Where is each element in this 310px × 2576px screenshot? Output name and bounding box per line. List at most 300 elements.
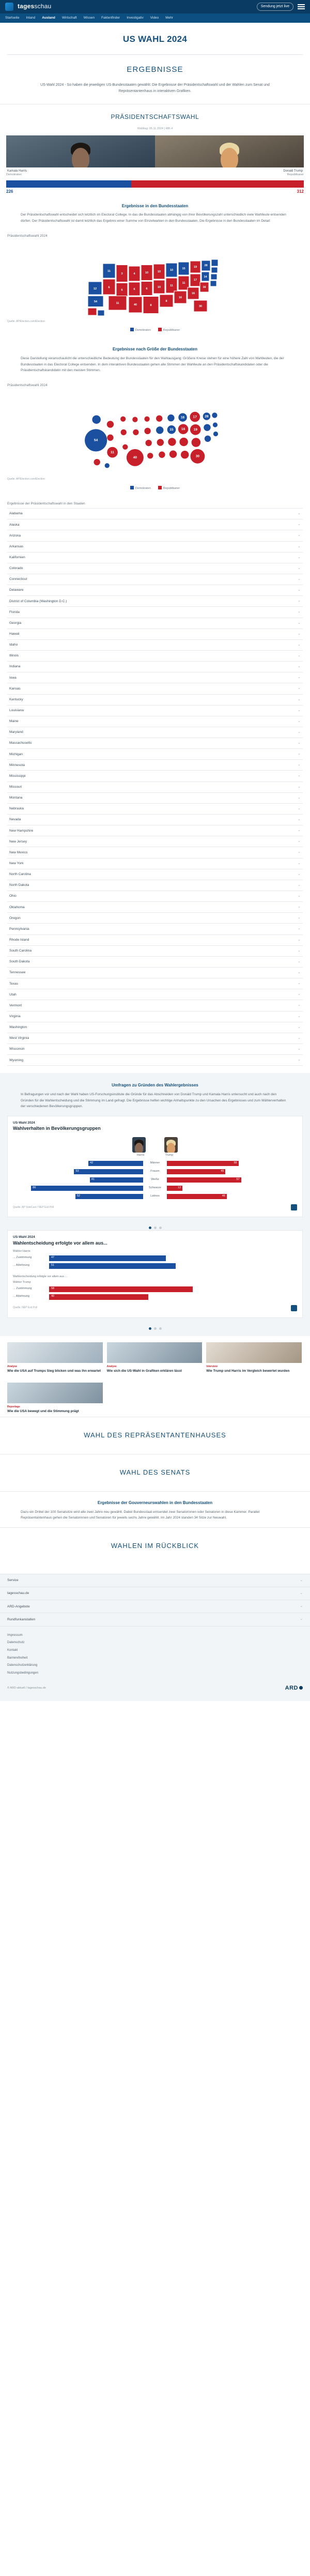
state-name: Washington <box>9 1025 27 1030</box>
candidate-photo <box>155 135 304 167</box>
state-name: Maryland <box>9 730 23 734</box>
svg-text:16: 16 <box>178 296 182 300</box>
state-name: Florida <box>9 610 20 614</box>
chevron-down-icon[interactable]: ⌄ <box>298 938 301 942</box>
surveys-text: In Befragungen vor und nach der Wahl haben US-Forschungsinstitute die Gründe für das Abschneiden von Donald Trump und Kamala Harris untersucht und auch nach den Gründen für die Wahlentscheidung und die Stimmung im Land gefragt. Die Ergebnisse helfen wichtige Anhaltspunkte zu den Ursachen des Ergebnisses und zum Wählerverhalten der verschiedenen Bevölkerungsgruppen. <box>21 1092 286 1109</box>
state-accordion-row[interactable] <box>7 902 303 913</box>
state-accordion-row[interactable] <box>7 727 303 738</box>
footer-link[interactable]: Impressum <box>7 1633 23 1637</box>
electoral-counts <box>6 189 304 195</box>
candidate-row <box>0 135 310 178</box>
teaser-title: Wie die USA auf Trumps Sieg blicken und was ihn erwartet <box>7 1369 101 1373</box>
chevron-down-icon[interactable]: ⌄ <box>298 839 301 844</box>
footer-section-label: Rundfunkanstalten <box>7 1617 36 1621</box>
chevron-down-icon[interactable]: ⌄ <box>298 719 301 723</box>
state-name: District of Columbia (Washington D.C.) <box>9 599 67 603</box>
bar-right: 45 <box>167 1169 297 1174</box>
state-name: Iowa <box>9 676 17 680</box>
svg-text:10: 10 <box>169 269 174 272</box>
chevron-down-icon[interactable]: ⌄ <box>298 818 301 822</box>
svg-text:8: 8 <box>165 300 167 303</box>
svg-text:40: 40 <box>133 456 137 460</box>
svg-text:17: 17 <box>193 279 197 282</box>
map1-source: Quelle: AP/Election.com/Election <box>7 320 45 324</box>
state-accordion-row[interactable] <box>7 716 303 727</box>
chevron-down-icon[interactable]: ⌄ <box>298 642 301 647</box>
nav-item-wirtschaft[interactable]: Wirtschaft <box>61 16 77 20</box>
presidential-subtitle: Wahltag: 05.11.2024 | 48h 4 <box>137 127 173 130</box>
map-legend <box>0 327 310 338</box>
chevron-down-icon[interactable]: ⌄ <box>298 959 301 963</box>
poll-bar-row <box>13 1294 297 1300</box>
pager-dot-3[interactable] <box>159 1226 162 1229</box>
us-choropleth-map[interactable] <box>7 240 303 318</box>
teaser-card[interactable] <box>7 1342 103 1373</box>
state-accordion-row[interactable] <box>7 683 303 694</box>
svg-text:40: 40 <box>133 303 137 307</box>
state-name: Kalifornien <box>9 556 25 560</box>
legend-republicans: Republikaner <box>158 328 180 333</box>
state-accordion-row[interactable] <box>7 869 303 880</box>
carousel-pager[interactable] <box>0 1223 310 1230</box>
pager-dot-3[interactable] <box>159 1327 162 1330</box>
poll-bar-row <box>13 1286 297 1292</box>
poll-group-row <box>13 1193 297 1200</box>
chevron-down-icon[interactable]: ⌄ <box>298 599 301 603</box>
footer-section-row[interactable] <box>0 1613 310 1626</box>
chevron-down-icon[interactable]: ⌄ <box>300 1578 303 1582</box>
state-name: Idaho <box>9 643 18 647</box>
nav-item-startseite[interactable]: Startseite <box>5 16 20 20</box>
state-accordion-row[interactable] <box>7 815 303 825</box>
chevron-down-icon[interactable]: ⌄ <box>298 806 301 810</box>
poll-subhead: Wahlentscheidung erfolgte vor allem aus ... <box>13 1275 68 1278</box>
brand-wordmark[interactable]: tagesschau <box>18 3 52 10</box>
nav-item-inland[interactable]: Inland <box>26 16 36 20</box>
svg-text:16: 16 <box>191 292 195 296</box>
state-accordion-row[interactable] <box>7 782 303 793</box>
state-accordion-row[interactable] <box>7 1033 303 1044</box>
pager-dot-1[interactable] <box>149 1226 151 1229</box>
poll-group-row <box>13 1168 297 1175</box>
state-name: Oklahoma <box>9 905 25 909</box>
svg-text:6: 6 <box>108 286 110 289</box>
state-accordion-row[interactable] <box>7 946 303 957</box>
trump-electors: 312 <box>297 189 304 194</box>
state-accordion-row[interactable] <box>7 913 303 924</box>
chevron-down-icon[interactable]: ⌄ <box>298 512 301 516</box>
state-accordion-row[interactable] <box>7 695 303 706</box>
state-accordion-row[interactable] <box>7 891 303 902</box>
nav-item-mehr[interactable]: Mehr <box>165 16 174 20</box>
svg-text:28: 28 <box>204 264 208 268</box>
bar-track <box>49 1255 297 1261</box>
chevron-down-icon[interactable]: ⌄ <box>298 916 301 920</box>
state-accordion-row[interactable] <box>7 519 303 530</box>
bar-right: 55 <box>167 1161 297 1166</box>
chevron-down-icon[interactable]: ⌄ <box>298 653 301 657</box>
chevron-down-icon[interactable]: ⌄ <box>298 730 301 734</box>
footer-link[interactable]: Datenschutzerklärung <box>7 1664 38 1667</box>
state-accordion-row[interactable] <box>7 836 303 847</box>
poll-section-label-trump: Wähler Trump <box>13 1280 31 1284</box>
state-name: New Jersey <box>9 839 27 844</box>
chevron-down-icon[interactable]: ⌄ <box>298 1036 301 1040</box>
state-name: Minnesota <box>9 763 25 767</box>
group-label: Frauen <box>150 1169 160 1173</box>
poll-kicker: US-Wahl 2024 <box>13 1121 35 1125</box>
state-accordion-row[interactable] <box>7 596 303 607</box>
teaser-image <box>206 1342 302 1363</box>
poll-bar-row <box>13 1263 297 1269</box>
state-accordion-row[interactable] <box>7 847 303 858</box>
chevron-down-icon[interactable]: ⌄ <box>300 1591 303 1596</box>
state-name: Tennessee <box>9 971 26 975</box>
chevron-down-icon[interactable]: ⌄ <box>298 697 301 701</box>
copyright: © ARD-aktuell / tagesschau.de <box>7 1686 46 1690</box>
svg-text:16: 16 <box>181 427 185 432</box>
state-name: Arizona <box>9 533 21 538</box>
state-name: Nebraska <box>9 807 24 811</box>
state-name: Texas <box>9 982 18 986</box>
chevron-down-icon[interactable]: ⌄ <box>298 982 301 986</box>
footer-section-row[interactable] <box>0 1600 310 1613</box>
chevron-down-icon[interactable]: ⌄ <box>298 971 301 975</box>
chevron-down-icon[interactable]: ⌄ <box>298 741 301 745</box>
state-accordion-row[interactable] <box>7 542 303 553</box>
chevron-down-icon[interactable]: ⌄ <box>298 905 301 909</box>
state-accordion-row[interactable] <box>7 1022 303 1033</box>
tagesschau-logo-icon[interactable] <box>5 3 13 11</box>
state-name: Alaska <box>9 523 20 527</box>
candidate-trump[interactable] <box>155 135 304 178</box>
chevron-down-icon[interactable]: ⌄ <box>298 927 301 931</box>
chevron-down-icon[interactable]: ⌄ <box>298 588 301 592</box>
map2-title: Präsidentschaftswahl 2024 <box>7 384 48 388</box>
bar-track <box>49 1294 297 1300</box>
presidential-section <box>0 104 310 496</box>
svg-text:6: 6 <box>121 288 123 292</box>
candidate-harris[interactable] <box>6 135 155 178</box>
poll-source: Quelle: NEP Exit Poll <box>13 1306 37 1310</box>
state-accordion-row[interactable] <box>7 968 303 978</box>
poll-section-label-harris: Wähler Harris <box>13 1249 30 1253</box>
state-name: Maine <box>9 719 19 724</box>
teaser-title: Wie die USA bewegt und die Stimmung prägt <box>7 1409 79 1414</box>
chevron-down-icon[interactable]: ⌄ <box>298 774 301 778</box>
state-name: North Carolina <box>9 872 31 877</box>
bar-label: ... Zustimmung <box>13 1287 32 1291</box>
state-accordion-row[interactable] <box>7 640 303 651</box>
poll-kicker: US-Wahl 2024 <box>13 1235 35 1239</box>
state-accordion-row[interactable] <box>7 672 303 683</box>
legend-democrats: Demokraten <box>130 328 151 333</box>
state-accordion-row[interactable] <box>7 618 303 629</box>
teaser-image <box>7 1383 103 1403</box>
svg-text:10: 10 <box>157 286 161 289</box>
bar-left: 41 <box>13 1177 143 1183</box>
footer-section-label: tagesschau.de <box>7 1591 29 1596</box>
state-accordion-row[interactable] <box>7 509 303 519</box>
footer <box>0 1574 310 1701</box>
state-name: Wisconsin <box>9 1047 25 1051</box>
states-results-title: Ergebnisse in den Bundesstaaten <box>121 203 189 208</box>
poll-card-demographics[interactable] <box>7 1116 303 1217</box>
chevron-down-icon[interactable]: ⌄ <box>298 1058 301 1062</box>
surveys-section <box>0 1073 310 1336</box>
state-accordion-row[interactable] <box>7 1000 303 1011</box>
state-name: Louisiana <box>9 709 24 712</box>
chevron-down-icon[interactable]: ⌄ <box>298 785 301 789</box>
chevron-down-icon[interactable]: ⌄ <box>298 533 301 538</box>
state-accordion-row[interactable] <box>7 760 303 771</box>
chevron-down-icon[interactable]: ⌄ <box>298 752 301 756</box>
bar-left: 42 <box>13 1161 143 1166</box>
chevron-down-icon[interactable]: ⌄ <box>298 665 301 669</box>
chevron-down-icon[interactable]: ⌄ <box>298 1014 301 1018</box>
poll-candidate-photos <box>13 1135 297 1154</box>
state-accordion-row[interactable] <box>7 553 303 563</box>
chevron-down-icon[interactable]: ⌄ <box>298 763 301 767</box>
state-accordion-row[interactable] <box>7 935 303 946</box>
state-name: Massachusetts <box>9 741 32 745</box>
group-label: Männer <box>150 1161 160 1164</box>
footer-link[interactable]: Barrierefreiheit <box>7 1656 28 1660</box>
poll-source: Quelle: AP VoteCast / NEP Exit Poll <box>13 1205 54 1209</box>
svg-text:54: 54 <box>94 300 98 304</box>
poll-rows-trump <box>13 1286 297 1300</box>
chevron-down-icon[interactable]: ⌄ <box>298 632 301 636</box>
chevron-down-icon[interactable]: ⌄ <box>298 948 301 953</box>
retro-banner[interactable]: WAHLEN IM RÜCKBLICK <box>0 1527 310 1565</box>
candidate-name: Kamala Harris <box>7 169 27 173</box>
teaser-card[interactable] <box>206 1342 302 1373</box>
state-accordion-row[interactable] <box>7 924 303 934</box>
bar-left: 86 <box>13 1186 143 1191</box>
state-name: Rhode Island <box>9 938 29 942</box>
ard-logo[interactable]: ARD <box>285 1684 303 1693</box>
poll-title: Wahlentscheidung erfolgte vor allem aus... <box>13 1240 107 1246</box>
map2-source: Quelle: AP/Election.com/Election <box>7 478 45 481</box>
chevron-down-icon[interactable]: ⌄ <box>298 861 301 865</box>
chevron-down-icon[interactable]: ⌄ <box>298 544 301 548</box>
teaser-kicker: Analyse <box>106 1364 117 1368</box>
chevron-down-icon[interactable]: ⌄ <box>298 992 301 996</box>
svg-text:30: 30 <box>198 305 203 309</box>
state-accordion-row[interactable] <box>7 1011 303 1022</box>
svg-text:28: 28 <box>205 415 209 419</box>
footer-link[interactable]: Datenschutz <box>7 1641 25 1645</box>
chevron-down-icon[interactable]: ⌄ <box>298 686 301 691</box>
poll-bar-row <box>13 1255 297 1261</box>
poll-title: Wahlverhalten in Bevölkerungsgruppen <box>13 1126 101 1131</box>
footer-section-label: Service <box>7 1578 19 1583</box>
state-accordion-row[interactable] <box>7 804 303 815</box>
chevron-down-icon[interactable]: ⌄ <box>298 676 301 680</box>
chevron-down-icon[interactable]: ⌄ <box>298 872 301 876</box>
state-name: Kentucky <box>9 697 23 701</box>
nav-item-investigativ[interactable]: Investigativ <box>127 16 144 20</box>
live-badge[interactable]: Sendung jetzt live <box>257 3 293 11</box>
poll-group-row <box>13 1176 297 1183</box>
svg-text:16: 16 <box>180 416 185 420</box>
poll-group-row <box>13 1185 297 1191</box>
state-accordion-row[interactable] <box>7 1055 303 1066</box>
bar-right: 46 <box>167 1194 297 1199</box>
state-name: New Hampshire <box>9 829 34 833</box>
svg-text:6: 6 <box>146 287 148 291</box>
carousel-pager-2[interactable] <box>0 1324 310 1331</box>
state-accordion-row[interactable] <box>7 662 303 672</box>
chevron-down-icon[interactable]: ⌄ <box>298 795 301 800</box>
teaser-card-spacer <box>206 1383 302 1414</box>
state-accordion-row[interactable] <box>7 749 303 760</box>
state-name: Utah <box>9 992 17 996</box>
svg-text:14: 14 <box>204 275 207 279</box>
us-bubble-map[interactable] <box>7 390 303 478</box>
chevron-down-icon[interactable]: ⌄ <box>298 708 301 712</box>
state-accordion-row[interactable] <box>7 957 303 968</box>
svg-text:17: 17 <box>193 415 197 419</box>
svg-text:11: 11 <box>111 451 115 455</box>
state-name: Ohio <box>9 894 17 898</box>
chevron-down-icon[interactable]: ⌄ <box>298 1025 301 1029</box>
footer-section-row[interactable] <box>0 1587 310 1600</box>
svg-text:19: 19 <box>193 266 197 269</box>
chevron-down-icon[interactable]: ⌄ <box>298 610 301 614</box>
states-accordion-heading: Ergebnisse der Präsidentschaftswahl in den Staaten <box>7 501 85 505</box>
teaser-kicker: Interview <box>206 1364 218 1368</box>
svg-text:10: 10 <box>157 270 161 274</box>
teaser-kicker: Reportage <box>7 1405 20 1409</box>
poll-card-motivation[interactable] <box>7 1230 303 1317</box>
svg-text:30: 30 <box>195 455 200 459</box>
chevron-down-icon[interactable]: ⌄ <box>298 555 301 559</box>
nav-item-video[interactable]: Video <box>150 16 159 20</box>
chevron-down-icon[interactable]: ⌄ <box>300 1617 303 1621</box>
poll-group-row <box>13 1160 297 1167</box>
footer-link[interactable]: Kontakt <box>7 1648 18 1652</box>
state-name: Colorado <box>9 566 23 571</box>
state-accordion-row[interactable] <box>7 651 303 662</box>
state-accordion-row[interactable] <box>7 771 303 781</box>
teaser-row-2 <box>0 1376 310 1417</box>
nav-item-faktenfinder[interactable]: Faktenfinder <box>101 16 120 20</box>
poll-photo-harris <box>132 1137 146 1153</box>
chevron-down-icon[interactable]: ⌄ <box>298 894 301 898</box>
nav-item-wissen[interactable]: Wissen <box>83 16 95 20</box>
state-accordion-row[interactable] <box>7 706 303 716</box>
state-name: Hawaii <box>9 632 20 636</box>
state-name: Michigan <box>9 752 23 756</box>
chevron-down-icon[interactable]: ⌄ <box>298 577 301 581</box>
page-title: US WAHL 2024 <box>122 34 188 44</box>
svg-text:16: 16 <box>203 286 206 289</box>
map2-legend <box>0 485 310 496</box>
state-accordion-row[interactable] <box>7 574 303 585</box>
teaser-card[interactable] <box>107 1342 203 1373</box>
state-accordion-row[interactable] <box>7 585 303 596</box>
footer-link[interactable]: Nutzungsbedingungen <box>7 1671 39 1675</box>
footer-section-row[interactable] <box>0 1574 310 1587</box>
state-name: Virginia <box>9 1014 21 1018</box>
state-accordion-row[interactable] <box>7 989 303 1000</box>
state-accordion-row[interactable] <box>7 793 303 804</box>
state-name: South Dakota <box>9 960 30 964</box>
chevron-down-icon[interactable]: ⌄ <box>300 1604 303 1608</box>
svg-text:54: 54 <box>94 439 98 443</box>
governors-text: Dazu ein Drittel der 100 Senatsitze wird alle zwei Jahre neu gewählt. Dabei Bundesstaat entsendet zwei Senatorinnen oder Senatoren in diese Kammer. Parallel Repräsentantenhaus gehen die Senatorinnen und Senatoren für jeweils sechs Jahre gewählt. Im Jahr 2024 standen 34 Sitze zur Neuwahl. <box>21 1510 260 1520</box>
chevron-down-icon[interactable]: ⌄ <box>298 1047 301 1051</box>
svg-text:12: 12 <box>93 287 97 291</box>
pager-dot-1[interactable] <box>149 1327 151 1330</box>
poll-name-harris: Harris <box>136 1154 145 1157</box>
poll-source-row <box>13 1302 297 1311</box>
state-accordion-row[interactable] <box>7 607 303 618</box>
state-name: West Virginia <box>9 1036 29 1040</box>
state-accordion-row[interactable] <box>7 825 303 836</box>
teaser-kicker: Analyse <box>7 1364 18 1368</box>
svg-text:19: 19 <box>193 428 198 432</box>
chevron-down-icon[interactable]: ⌄ <box>298 850 301 854</box>
state-name: Indiana <box>9 665 21 669</box>
teaser-title: Wie sich die US-Wahl in Grafiken erklären lässt <box>106 1369 182 1373</box>
state-accordion-row[interactable] <box>7 563 303 574</box>
state-accordion-row[interactable] <box>7 858 303 869</box>
bar-left: 52 <box>13 1194 143 1199</box>
teaser-image <box>107 1342 203 1363</box>
chevron-down-icon[interactable]: ⌄ <box>298 523 301 527</box>
svg-text:4: 4 <box>133 272 135 276</box>
share-icon[interactable] <box>291 1204 297 1210</box>
teaser-row-1 <box>0 1336 310 1376</box>
bar-value: 58 <box>51 1287 55 1291</box>
burger-icon[interactable] <box>298 4 305 9</box>
bar-label: ... Ablehnung <box>13 1295 30 1298</box>
state-accordion-row[interactable] <box>7 978 303 989</box>
state-name: North Dakota <box>9 883 29 887</box>
chevron-down-icon[interactable]: ⌄ <box>298 883 301 887</box>
chevron-down-icon[interactable]: ⌄ <box>298 566 301 570</box>
poll-source-row <box>13 1201 297 1210</box>
house-banner[interactable]: WAHL DES REPRÄSENTANTENHAUSES <box>0 1417 310 1454</box>
teaser-card[interactable] <box>7 1383 103 1414</box>
state-name: Georgia <box>9 621 22 625</box>
pager-dot-2[interactable] <box>154 1226 157 1229</box>
map2-heading: Ergebnisse nach Größe der Bundesstaaten <box>112 347 198 352</box>
bar-left: 53 <box>13 1169 143 1174</box>
share-icon[interactable] <box>291 1305 297 1311</box>
group-label: Latinos <box>150 1194 160 1198</box>
pager-dot-2[interactable] <box>154 1327 157 1330</box>
state-name: Montana <box>9 796 23 800</box>
svg-text:15: 15 <box>169 428 174 432</box>
senate-banner[interactable]: WAHL DES SENATS <box>0 1454 310 1491</box>
bar-track <box>49 1286 297 1292</box>
state-accordion-row[interactable] <box>7 738 303 749</box>
state-accordion-row[interactable] <box>7 530 303 541</box>
poll-rows-harris <box>13 1255 297 1269</box>
state-accordion-row[interactable] <box>7 1044 303 1055</box>
nav-item-ausland[interactable]: Ausland <box>42 16 55 20</box>
chevron-down-icon[interactable]: ⌄ <box>298 1003 301 1007</box>
chevron-down-icon[interactable]: ⌄ <box>298 621 301 625</box>
legend-republicans: Republikaner <box>158 486 180 491</box>
results-heading: ERGEBNISSE <box>127 65 183 74</box>
state-accordion-row[interactable] <box>7 629 303 640</box>
chevron-down-icon[interactable]: ⌄ <box>298 829 301 833</box>
state-accordion-row[interactable] <box>7 880 303 891</box>
